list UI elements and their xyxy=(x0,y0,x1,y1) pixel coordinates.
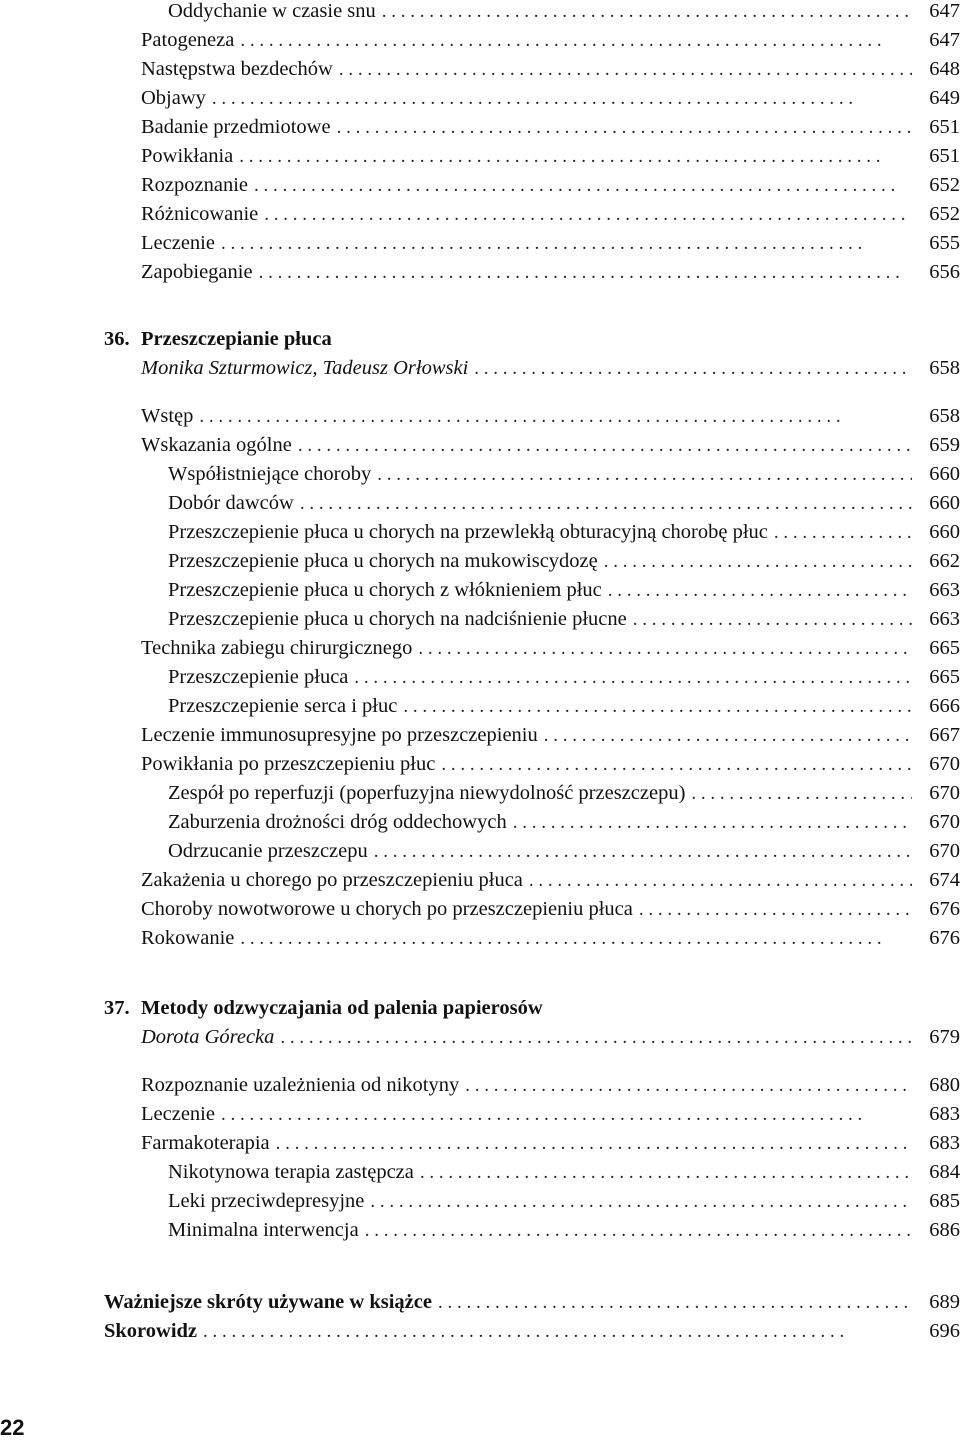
leader-dots xyxy=(774,518,912,547)
leader-dots xyxy=(403,692,912,721)
toc-entry-page: 670 xyxy=(929,811,960,833)
leader-dots xyxy=(608,576,912,605)
toc-entry[interactable] xyxy=(168,692,960,721)
toc-entry-title: Przeszczepienie płuca u chorych z włóknieniem płuc xyxy=(168,579,602,601)
toc-entry-page: 665 xyxy=(929,666,960,688)
leader-dots xyxy=(604,547,912,576)
toc-entry-title: Skorowidz xyxy=(104,1320,198,1342)
toc-entry[interactable] xyxy=(141,258,960,287)
leader-dots xyxy=(298,431,912,460)
page-number: 22 xyxy=(0,1415,25,1440)
chapter-title: Metody odzwyczajania od palenia papierosów xyxy=(141,997,543,1019)
toc-entry-page: 679 xyxy=(929,1026,960,1048)
toc-entry[interactable] xyxy=(168,518,960,547)
toc-entry-page: 660 xyxy=(929,521,960,543)
leader-dots xyxy=(418,634,912,663)
chapter-author-row[interactable] xyxy=(141,1023,960,1052)
toc-entry[interactable] xyxy=(168,808,960,837)
toc-entry-page: 670 xyxy=(929,753,960,775)
toc-entry[interactable] xyxy=(141,924,960,953)
toc-entry-title: Choroby nowotworowe u chorych po przeszczepieniu płuca xyxy=(141,898,633,920)
toc-entry-title: Rozpoznanie uzależnienia od nikotyny xyxy=(141,1074,460,1096)
toc-entry-title: Następstwa bezdechów xyxy=(141,58,333,80)
toc-entry[interactable] xyxy=(168,489,960,518)
toc-entry-page: 663 xyxy=(929,579,960,601)
toc-entry-title: Wstęp xyxy=(141,405,194,427)
toc-entry-page: 660 xyxy=(929,463,960,485)
toc-entry-title: Leczenie xyxy=(141,232,215,254)
leader-dots xyxy=(240,924,912,953)
toc-entry-page: 674 xyxy=(929,869,960,891)
leader-dots xyxy=(212,84,912,113)
toc-entry-title: Powikłania xyxy=(141,145,234,167)
chapter-author: Monika Szturmowicz, Tadeusz Orłowski xyxy=(141,357,469,379)
toc-entry-title: Współistniejące choroby xyxy=(168,463,372,485)
leader-dots xyxy=(513,808,912,837)
toc-entry[interactable] xyxy=(141,750,960,779)
toc-entry-page: 659 xyxy=(929,434,960,456)
leader-dots xyxy=(254,171,912,200)
toc-entry-title: Leczenie xyxy=(141,1103,215,1125)
toc-entry-title: Przeszczepienie serca i płuc xyxy=(168,695,398,717)
toc-entry-page: 670 xyxy=(929,840,960,862)
toc-entry[interactable] xyxy=(141,1129,960,1158)
toc-entry-back-matter[interactable] xyxy=(104,1288,960,1317)
toc-entry[interactable] xyxy=(141,229,960,258)
chapter-heading[interactable] xyxy=(104,994,543,1023)
toc-entry-title: Badanie przedmiotowe xyxy=(141,116,331,138)
leader-dots xyxy=(374,837,912,866)
leader-dots xyxy=(420,1158,912,1187)
toc-entry-title: Wskazania ogólne xyxy=(141,434,292,456)
toc-entry[interactable] xyxy=(141,171,960,200)
toc-entry-page: 660 xyxy=(929,492,960,514)
chapter-number: 36. xyxy=(104,328,130,350)
chapter-title: Przeszczepianie płuca xyxy=(141,328,332,350)
toc-entry[interactable] xyxy=(168,837,960,866)
toc-entry-title: Leczenie immunosupresyjne po przeszczepieniu xyxy=(141,724,538,746)
toc-entry-page: 658 xyxy=(929,357,960,379)
toc-entry[interactable] xyxy=(141,200,960,229)
toc-entry[interactable] xyxy=(141,402,960,431)
toc-entry-title: Patogeneza xyxy=(141,29,235,51)
leader-dots xyxy=(529,866,912,895)
toc-entry[interactable] xyxy=(141,895,960,924)
leader-dots xyxy=(264,200,912,229)
toc-entry-page: 652 xyxy=(929,174,960,196)
toc-entry[interactable] xyxy=(168,460,960,489)
leader-dots xyxy=(300,489,912,518)
leader-dots xyxy=(382,0,912,26)
toc-entry-page: 684 xyxy=(929,1161,960,1183)
leader-dots xyxy=(691,779,912,808)
toc-entry-page: 656 xyxy=(929,261,960,283)
chapter-heading[interactable] xyxy=(104,325,332,354)
toc-entry-title: Nikotynowa terapia zastępcza xyxy=(168,1161,414,1183)
toc-entry-page: 648 xyxy=(929,58,960,80)
leader-dots xyxy=(474,354,912,383)
leader-dots xyxy=(276,1129,912,1158)
toc-entry-title: Przeszczepienie płuca xyxy=(168,666,349,688)
toc-entry-title: Rokowanie xyxy=(141,927,235,949)
leader-dots xyxy=(239,142,912,171)
toc-entry-title: Technika zabiegu chirurgicznego xyxy=(141,637,413,659)
toc-entry[interactable] xyxy=(168,547,960,576)
toc-entry[interactable] xyxy=(141,634,960,663)
toc-entry-title: Zespół po reperfuzji (poperfuzyjna niewydolność przeszczepu) xyxy=(168,782,686,804)
toc-entry[interactable] xyxy=(141,1071,960,1100)
leader-dots xyxy=(221,229,912,258)
toc-entry-title: Rozpoznanie xyxy=(141,174,249,196)
chapter-author: Dorota Górecka xyxy=(141,1026,275,1048)
toc-entry-page: 676 xyxy=(929,898,960,920)
toc-entry-page: 689 xyxy=(929,1291,960,1313)
toc-entry-page: 680 xyxy=(929,1074,960,1096)
leader-dots xyxy=(203,1317,912,1346)
toc-entry-page: 685 xyxy=(929,1190,960,1212)
leader-dots xyxy=(633,605,912,634)
leader-dots xyxy=(337,113,912,142)
toc-entry-page: 683 xyxy=(929,1103,960,1125)
leader-dots xyxy=(465,1071,912,1100)
toc-entry-title: Zakażenia u chorego po przeszczepieniu płuca xyxy=(141,869,523,891)
leader-dots xyxy=(339,55,912,84)
leader-dots xyxy=(544,721,912,750)
leader-dots xyxy=(438,1288,912,1317)
toc-entry-title: Oddychanie w czasie snu xyxy=(168,0,376,22)
toc-entry-title: Różnicowanie xyxy=(141,203,259,225)
leader-dots xyxy=(441,750,912,779)
toc-entry-page: 662 xyxy=(929,550,960,572)
toc-entry[interactable] xyxy=(168,779,960,808)
toc-entry-page: 658 xyxy=(929,405,960,427)
toc-entry-page: 663 xyxy=(929,608,960,630)
toc-entry-page: 655 xyxy=(929,232,960,254)
toc-entry-title: Zapobieganie xyxy=(141,261,253,283)
toc-entry-title: Przeszczepienie płuca u chorych na przewlekłą obturacyjną chorobę płuc xyxy=(168,521,768,543)
toc-entry-title: Ważniejsze skróty używane w książce xyxy=(104,1291,432,1313)
toc-entry-title: Dobór dawców xyxy=(168,492,294,514)
toc-entry-page: 651 xyxy=(929,116,960,138)
toc-entry-title: Przeszczepienie płuca u chorych na nadciśnienie płucne xyxy=(168,608,627,630)
toc-entry-page: 667 xyxy=(929,724,960,746)
chapter-number: 37. xyxy=(104,997,130,1019)
toc-entry[interactable] xyxy=(141,84,960,113)
toc-entry-title: Odrzucanie przeszczepu xyxy=(168,840,368,862)
toc-entry-title: Minimalna interwencja xyxy=(168,1219,359,1241)
toc-entry[interactable] xyxy=(168,605,960,634)
toc-entry[interactable] xyxy=(141,1100,960,1129)
toc-entry[interactable] xyxy=(168,663,960,692)
leader-dots xyxy=(240,26,912,55)
toc-entry-title: Leki przeciwdepresyjne xyxy=(168,1190,365,1212)
toc-entry[interactable] xyxy=(141,866,960,895)
leader-dots xyxy=(199,402,912,431)
toc-entry-back-matter[interactable] xyxy=(104,1317,960,1346)
leader-dots xyxy=(365,1216,912,1245)
toc-entry-title: Farmakoterapia xyxy=(141,1132,270,1154)
toc-entry-page: 649 xyxy=(929,87,960,109)
toc-entry-title: Zaburzenia drożności dróg oddechowych xyxy=(168,811,507,833)
toc-entry-page: 647 xyxy=(929,0,960,22)
toc-entry[interactable] xyxy=(141,431,960,460)
leader-dots xyxy=(354,663,912,692)
toc-entry[interactable] xyxy=(141,26,960,55)
leader-dots xyxy=(280,1023,912,1052)
chapter-author-row[interactable] xyxy=(141,354,960,383)
toc-entry-page: 652 xyxy=(929,203,960,225)
toc-entry[interactable] xyxy=(141,142,960,171)
toc-entry-title: Objawy xyxy=(141,87,206,109)
leader-dots xyxy=(377,460,912,489)
toc-entry[interactable] xyxy=(141,113,960,142)
toc-entry[interactable] xyxy=(168,0,960,26)
toc-entry-page: 666 xyxy=(929,695,960,717)
toc-entry-page: 676 xyxy=(929,927,960,949)
toc-entry[interactable] xyxy=(168,1216,960,1245)
toc-entry-page: 665 xyxy=(929,637,960,659)
toc-entry-title: Przeszczepienie płuca u chorych na mukowiscydozę xyxy=(168,550,598,572)
toc-entry[interactable] xyxy=(141,721,960,750)
toc-entry[interactable] xyxy=(168,576,960,605)
leader-dots xyxy=(370,1187,912,1216)
toc-entry-page: 670 xyxy=(929,782,960,804)
leader-dots xyxy=(639,895,912,924)
toc-entry-page: 647 xyxy=(929,29,960,51)
leader-dots xyxy=(259,258,912,287)
toc-entry[interactable] xyxy=(168,1187,960,1216)
toc-entry[interactable] xyxy=(168,1158,960,1187)
toc-entry-page: 696 xyxy=(929,1320,960,1342)
toc-entry-page: 651 xyxy=(929,145,960,167)
toc-entry[interactable] xyxy=(141,55,960,84)
toc-entry-page: 686 xyxy=(929,1219,960,1241)
leader-dots xyxy=(221,1100,912,1129)
toc-entry-title: Powikłania po przeszczepieniu płuc xyxy=(141,753,436,775)
toc-entry-page: 683 xyxy=(929,1132,960,1154)
